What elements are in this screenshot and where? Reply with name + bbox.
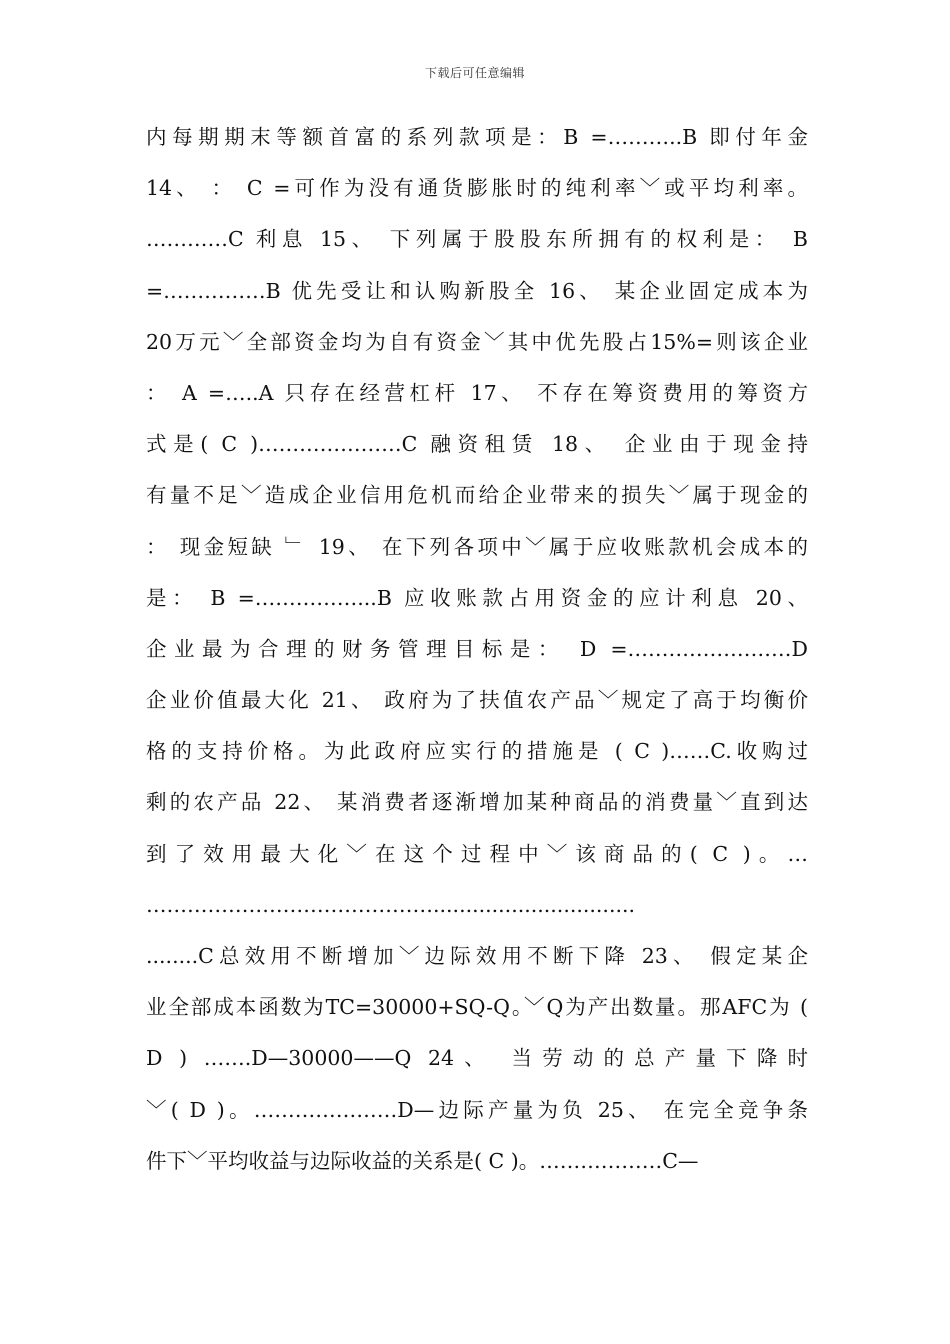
text-line: ﹀( D )。…………………D—边际产量为负 25、 在完全竞争条 — [146, 1097, 808, 1122]
text-line: 有量不足﹀造成企业信用危机而给企业带来的损失﹀属于现金的 — [146, 483, 808, 508]
text-line: 业全部成本函数为TC=30000+SQ-Q。﹀Q为产出数量。那AFC为 ( — [146, 995, 808, 1020]
text-line: …………C 利息 15、 下列属于股股东所拥有的权利是： B — [146, 227, 808, 252]
text-line: 内每期期末等额首富的系列款项是：B =………..B 即付年金 — [146, 125, 808, 149]
text-line: =……………B 优先受让和认购新股全 16、 某企业固定成本为 — [146, 278, 808, 303]
text-line: 20万元﹀全部资金均为自有资金﹀其中优先股占15%=则该企业 — [146, 329, 808, 354]
text-line: ： A =…..A 只存在经营杠杆 17、 不存在筹资费用的筹资方 — [146, 380, 808, 405]
text-line: 到了效用最大化﹀在这个过程中﹀该商品的( C )。… — [146, 841, 808, 866]
text-line: 剩的农产品 22、 某消费者逐渐增加某种商品的消费量﹀直到达 — [146, 790, 808, 815]
text-line: 格的支持价格。为此政府应实行的措施是 ( C )……C.收购过 — [146, 739, 808, 764]
text-line: D ) …….D—30000——Q 24、 当劳动的总产量下降时 — [146, 1046, 808, 1071]
text-line: ： 现金短缺 ﹂ 19、 在下列各项中﹀属于应收账款机会成本的 — [146, 534, 808, 559]
text-line: 企业最为合理的财务管理目标是： D =……………………D — [146, 636, 808, 661]
page-header: 下载后可任意编辑 — [424, 66, 525, 80]
text-line: 件下﹀平均收益与边际收益的关系是( C )。………………C— — [146, 1148, 699, 1173]
text-line: 14、 ： C =可作为没有通货膨胀时的纯利率﹀或平均利率。 — [146, 176, 808, 201]
text-line: 企业价值最大化 21、 政府为了扶值农产品﹀规定了高于均衡价 — [146, 688, 808, 713]
text-line: ……………………………………............................... — [146, 892, 636, 917]
body-text — [146, 112, 808, 1187]
text-line: 是： B =……………...B 应收账款占用资金的应计利息 20、 — [146, 585, 808, 610]
text-line: 式是( C )…………………C 融资租赁 18、 企业由于现金持 — [146, 432, 808, 457]
text-line: ........C总效用不断增加﹀边际效用不断下降 23、 假定某企 — [146, 944, 808, 968]
